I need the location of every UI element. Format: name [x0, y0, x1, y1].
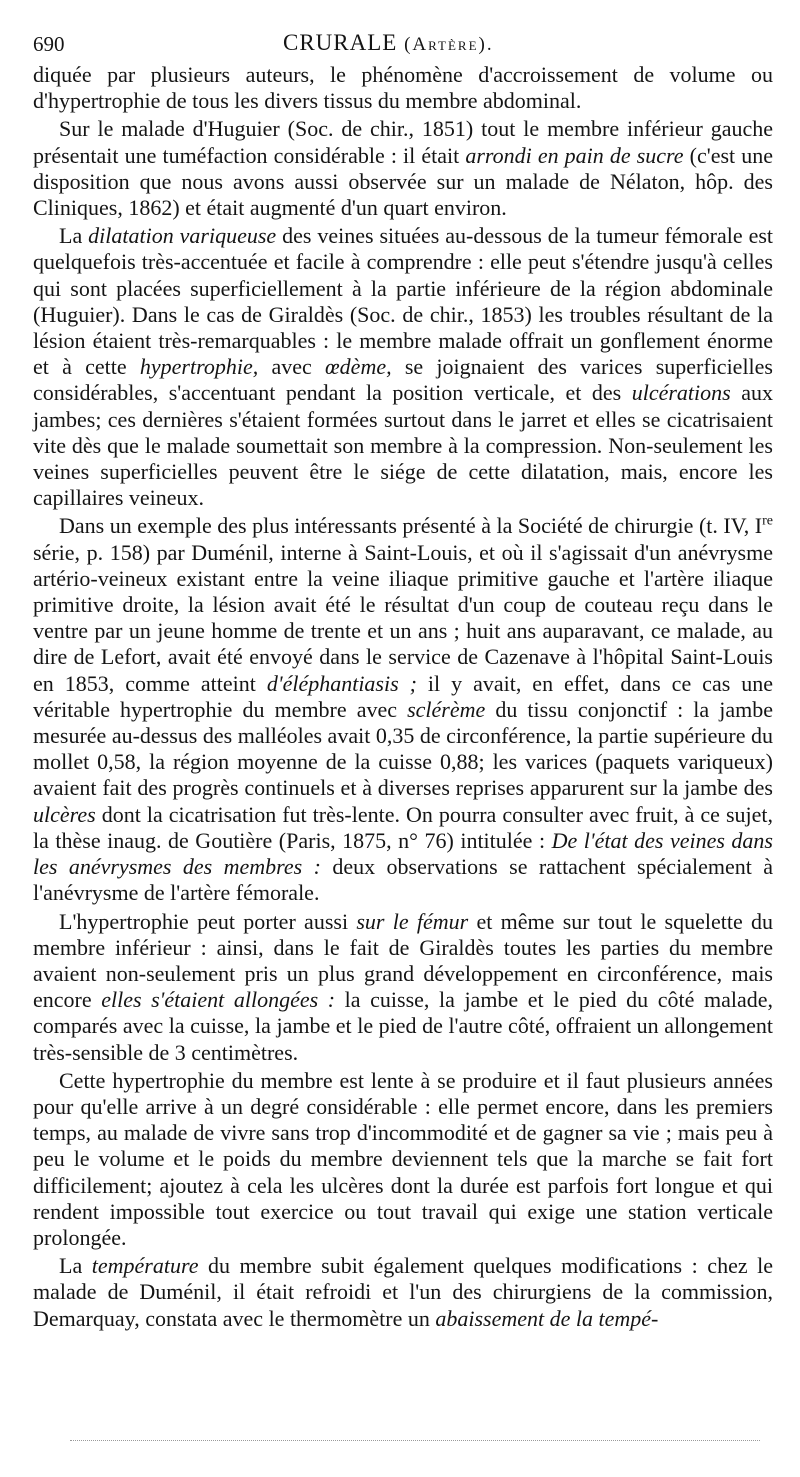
text-run: aux jambes; ces dernières s'étaient formées surtout dans le jarret et elles se cicatrisaient vite dès que le malade soumettait son membre à la compression. Non-seulement les veines superficielles peuvent être le siége de cette dilatation, mais, encore les capillaires veineux. [33, 380, 773, 511]
text-run: la cuisse, la jambe et le pied du côté malade, comparés avec la cuisse, la jambe et le pied de l'autre côté, offraient un allongement très-sensible de 3 centimètres. [33, 987, 774, 1065]
italic-text: ulcérations [631, 380, 731, 406]
text-run: avec [258, 354, 325, 380]
italic-text: d'éléphantiasis ; [266, 670, 417, 696]
italic-text: œdème, [325, 354, 392, 380]
page-number: 690 [33, 32, 65, 56]
text-run: Sur le malade d'Huguier (Soc. de chir., 1851) tout le membre inférieur gauche présentait une tuméfaction considérable : il était [33, 116, 773, 168]
text-run: (c'est une disposition que nous avons aussi observée sur un malade de Nélaton, hôp. des Cliniques, 1862) et était augmenté d'un quart environ. [33, 142, 773, 221]
running-title-main: CRURALE [283, 30, 398, 55]
running-header [33, 30, 773, 60]
paragraph [33, 1068, 773, 1251]
text-run: des veines situées au-dessous de la tumeur fémorale est quelquefois très-accentuée et facile à comprendre : elle peut s'étendre jusqu'à celles qui sont placées superficiellement à la partie inférieure de la région abdominale (Huguier). Dans le cas de Giraldès (Soc. de chir., 1853) les troubles résultant de la lésion étaient très-remarquables : le membre malade offrait un gonflement énorme et à cette [33, 223, 774, 380]
page-bottom-edge [70, 1440, 760, 1441]
text-run: il y avait, en effet, dans ce cas une véritable hypertrophie du membre avec [33, 670, 773, 722]
text-run: série, p. 158) par Duménil, interne à Saint-Louis, et où il s'agissait d'un anévrysme artério-veineux existant entre la veine iliaque primitive gauche et l'artère iliaque primitive droite, la lésion avait été le résultat d'un coup de couteau reçu dans le ventre par un jeune homme de trente et un ans ; huit ans auparavant, ce malade, au dire de Lefort, avait été envoyé dans le service de Cazenave à l'hôpital Saint-Louis en 1853, comme atteint [33, 539, 773, 696]
text-run: se joignaient des varices superficielles considérables, s'accentuant pendant la position verticale, et des [33, 354, 773, 406]
paragraph [33, 116, 773, 221]
text-run: Dans un exemple des plus intéressants présenté à la Société de chirurgie (t. IV, I [59, 513, 763, 539]
italic-text: elles s'étaient allongées : [101, 987, 336, 1013]
text-run: diquée par plusieurs auteurs, le phénomène d'accroissement de volume ou d'hypertrophie de tous les divers tissus du membre abdominal. [33, 62, 773, 114]
italic-text: abaissement de la tempé- [435, 1305, 659, 1331]
italic-text: température [91, 1253, 199, 1279]
italic-text: arrondi en pain de sucre [465, 142, 684, 168]
paragraph [33, 909, 773, 1066]
text-run: La [59, 223, 89, 249]
paragraph [33, 513, 773, 906]
text-run: du tissu conjonctif : la jambe mesurée au-dessus des malléoles avait 0,35 de circonférence, la partie supérieure du mollet 0,58, la région moyenne de la cuisse 0,88; les varices (paquets variqueux) avaient fait des progrès continuels et à diverses reprises apparurent sur la jambe des [33, 696, 773, 801]
paragraph [33, 223, 773, 511]
italic-text: hypertrophie, [139, 354, 259, 380]
running-title [283, 30, 494, 56]
paragraph [33, 62, 773, 114]
text-run: La [59, 1253, 92, 1279]
text-run: Cette hypertrophie du membre est lente à se produire et il faut plusieurs années pour qu'elle arrive à un degré considérable : elle permet encore, dans les premiers temps, au malade de vivre sans trop d'incommodité et de gagner sa vie ; mais peu à peu le volume et le poids du membre deviennent tels que la marche se fait fort difficilement; ajoutez à cela les ulcères dont la durée est parfois fort longue et qui rendent impossible tout exercice ou tout travail qui exige une station verticale prolongée. [33, 1067, 773, 1250]
text-run: re [762, 514, 773, 530]
text-run: du membre subit également quelques modifications : chez le malade de Duménil, il était refroidi et l'un des chirurgiens de la commission, Demarquay, constata avec le thermomètre un [33, 1253, 774, 1331]
running-title-sub: (Artère). [404, 34, 494, 55]
italic-text: dilatation variqueuse [88, 223, 277, 249]
text-run: L'hypertrophie peut porter aussi [59, 908, 357, 934]
text-run: et même sur tout le squelette du membre inférieur : ainsi, dans le fait de Giraldès toutes les parties du membre avaient non-seulement pris un plus grand développement en circonférence, mais encore [33, 908, 774, 1013]
paragraph [33, 1253, 773, 1332]
italic-text: De l'état des veines dans les anévrysmes des membres : [33, 827, 773, 880]
body-text [33, 62, 773, 1332]
text-run: deux observations se rattachent spécialement à l'anévrysme de l'artère fémorale. [33, 854, 773, 906]
italic-text: sur le fémur [356, 908, 469, 934]
text-run: dont la cicatrisation fut très-lente. On pourra consulter avec fruit, à ce sujet, la thèse inaug. de Goutière (Paris, 1875, n° 76) intitulée : [33, 801, 773, 853]
italic-text: ulcères [33, 801, 96, 827]
italic-text: sclérème [407, 696, 486, 722]
